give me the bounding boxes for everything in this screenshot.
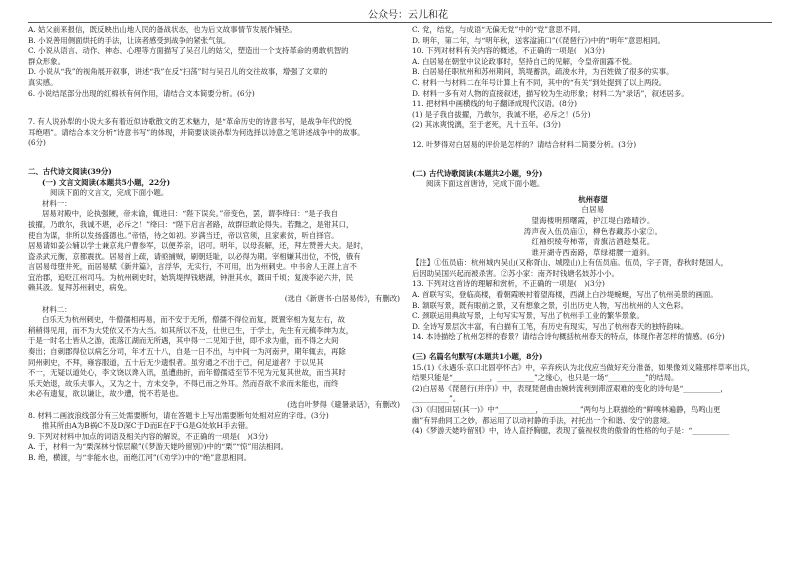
material-1-line: 使自为谋，非所以发扬盛德也。”帝悟，待之如初。岁满当迁，帝以官须，且家素贫，听自择官。 <box>28 230 339 240</box>
instruction: 阅读下面这首唐诗，完成下面小题。 <box>426 179 545 189</box>
question-14: 14. 本诗描绘了杭州怎样的春景？请结合诗句概括杭州春天的特点，体现作者怎样的情感。(6分) <box>412 332 725 342</box>
option-c-cont: 群众形象。 <box>28 56 65 66</box>
poem-line: 红袖织绫夸柿蒂，青旗沽酒趁梨花。 <box>531 237 655 247</box>
question-15-line: (4)《梦游天姥吟留别》中，诗人直抒胸臆，表现了藐视权贵的傲骨的性格的句子是：“__________ <box>412 426 730 436</box>
question-10-option: A. 白居易在朝堂中议论政事时，坚持自己的见解，令皇帝面露不悦。 <box>412 56 637 66</box>
question-9-option: C. 党，结党，与成语“无偏无党”中的“党”意思不同。 <box>412 25 586 34</box>
question-8-text: 推其所由A为B祸C不及D深C于D而E在F于G是G处软H手去错。 <box>42 421 253 431</box>
material-1-line: 盗杀武元衡，京都震扰。居易首上疏，请亟捕贼，刷朝廷耻，以必得为期。宰相嫌其出位，不悦，俄有 <box>28 251 361 261</box>
poem-note: 【注】①伍员庙：杭州城内吴山(又称胥山、城隍山)上有伍员庙。伍员，字子胥，春秋时楚国人， <box>412 258 729 268</box>
option-d: D. 小说从“我”的视角展开叙事，讲述“我”在反“扫荡”时与吴召儿的交往故事，增强了文章的 <box>28 67 328 77</box>
option-c: C. 小说从语言、动作、神态、心理等方面描写了吴召儿的姑父，塑造出一个支持革命的勇敢机智的 <box>28 46 349 56</box>
material-2-label: 材料二： <box>42 304 72 314</box>
question-11-item: (1) 是子我自拔擢，乃敢尔，我诚不堪，必斥之！(5分) <box>412 109 591 119</box>
section-title: 二、古代诗文阅读(39分) <box>28 166 112 176</box>
question-15-line: 15.(1)《永遇乐·京口北固亭怀古》中，辛弃疾认为北伐应当做好充分准备，如果像刘义隆那样草率出兵， <box>412 362 755 372</box>
question-15-line: 结果只能是“__________，__________”之缘心，也只是一场“__________”的结局。 <box>412 373 679 383</box>
question-15-line: (2)白居易《琵琶行(并序)》中，表现琵琶曲由婉转流利到滞涩艰难的变化的诗句是“__________， <box>412 383 728 393</box>
question-10: 10. 下列对材料有关内容的概述，不正确的一项是( )(3分) <box>412 46 605 56</box>
question-6: 6. 小说结尾部分出现的红棉袄有何作用，请结合文本简要分析。(6分) <box>28 88 255 98</box>
question-9-option: A. 于，材料一为“栗深林兮惊层巅”(《梦游天姥吟留别》)中的“栗”“惊”用法相同。 <box>28 442 289 452</box>
question-7-line: 7. 有人说孙犁的小说大多有着近似诗歌散文的艺术魅力，是“革命历史的诗意书写，是战争年代的悦 <box>28 117 352 127</box>
question-10-option: D. 材料一多有对人物的直接叙述，描写较为生动形象；材料二为“录话”，叙述居多。 <box>412 88 689 98</box>
question-10-option: B. 白居易任职杭州和苏州期间，筑堤蓄洪，疏浚水井，为百姓做了很多的实事。 <box>412 67 674 77</box>
material-1-line: 拔擢，乃敢尔，我诚不堪，必斥之！”绛曰：“陛下启言者路，故群臣敢论得失。若黜之，是钳其口， <box>28 219 354 229</box>
question-13-option: B. 颔联写景，既有眼前之景，又有想象之景，引出历史人物，写出杭州的人文色彩。 <box>412 300 689 310</box>
question-11-item: (2) 其冰爽悦漓，至于老死，凡十五年。(3分) <box>412 120 561 130</box>
instruction: 阅读下面的文言文，完成下面小题。 <box>50 188 169 198</box>
question-15-line: __________”。 <box>412 394 461 404</box>
question-7-line: (6分) <box>28 138 46 148</box>
material-2-line: 于是一时名士皆从之游，流落江湖而无所遇，其中得一二见知于世，即不求为重，而不得之大间 <box>28 336 339 346</box>
question-9-option: B. 绝，横渡，与“非能水也，而绝江河”(《劝学》)中的“绝”意思相同。 <box>28 452 252 462</box>
option-b: B. 小说善用侧面烘托的手法，让读者感受到战争的紧张气氛。 <box>28 35 231 45</box>
material-2-line: 奏出；自刺郡得位以病乞分司，年才五十八，自是一日不出，与中间一为河南尹，期年辄去，再除 <box>28 347 346 357</box>
right-column <box>412 25 774 437</box>
question-13: 13. 下列对这首诗的理解和赏析，不正确的一项是( )(3分) <box>412 279 605 289</box>
material-1-line: 宜治郡，追贬江州司马。为杭州刺史时，始筑堤捍钱塘湖，钟泄其水，溉田千顷；复浚李泌六井，民 <box>28 272 354 282</box>
material-1-line: 赖其汲。复拜苏州刺史，病免。 <box>28 283 132 293</box>
question-9-option: D. 明年，第二年，与“明年秋，送客湓浦口”(《琵琶行》)中的“明年”意思相同。 <box>412 35 665 45</box>
material-1-line: 言居易母堕井死，而居易赋《新井篇》，言浮华，无实行，不可用，出为州刺史。中书舍人王涯上言不 <box>28 262 357 272</box>
header-rule <box>28 22 772 23</box>
option-a: A. 姑父前来报信，既反映出山地人民的备战状态，也为后文故事情节发展作铺垫。 <box>28 25 297 34</box>
material-1-line: 居易请如姜公辅以学士兼京兆户曹参军，以便养亲，诏可。明年，以母丧解，还，拜左赞善大夫。是时， <box>28 241 368 251</box>
material-2-line: 白乐天为杭州刺史，牛僧孺相再易，而不安于无所，僧孺不得位而复，既置宰相为复左右，故 <box>42 315 346 325</box>
subsection-title: (二) 古代诗歌阅读(本题共2小题，9分) <box>412 168 543 178</box>
question-9: 9. 下列对材料中加点的词语及相关内容的解说，不正确的一项是( )(3分) <box>28 431 268 441</box>
question-15-line: (3)《归园田居(其一)》中“__________，__________”两句与上联描绘的“鲜嗅林遍静，鸟鸣山更 <box>412 405 721 414</box>
page-header: 公众号：云儿和花 <box>368 10 448 21</box>
option-d-cont: 真实感。 <box>28 77 58 87</box>
poem-note: 后因助吴国兴起而被杀害。②苏小家：南齐时钱塘名妓苏小小。 <box>412 268 619 278</box>
material-1-line: 居易对殿中，论执强鲠，帝未谕，辄进曰：“陛下误矣。”帝变色，罢，谓李绛曰：“是子我自 <box>42 209 338 219</box>
material-2-line: 不一，无疑以道处心，李文饶以谗入讯，虽遭曲折，而年僧孺适至节不见为元复其世故，而当其时 <box>28 368 346 378</box>
subsection-title: (一) 文言文阅读(本题共5小题，22分) <box>42 177 171 187</box>
source-2: (选自叶梦得《避暑录话》，有删改) <box>287 400 400 409</box>
left-column <box>28 25 400 464</box>
poem-author: 白居易 <box>581 205 605 215</box>
question-11: 11. 把材料中画横线的句子翻译成现代汉语。(8分) <box>412 99 577 109</box>
question-8: 8. 材料二画波浪线部分有三处需要断句，请在答题卡上写出需要断句处相对应的字母。(3分) <box>28 410 329 420</box>
material-2-line: 乐天始退，故乐夫事入，又为之十，方未交争，不得已而之外耳。然而吾欲不求而未能也，而终 <box>28 378 339 388</box>
material-2-line: 同州刺史，不拜，雍容服道，五十后无少遗恨者。虽穷通之不出于己，何足道者？于以见其 <box>28 357 324 367</box>
material-2-line: 稍稍得见用，而不为大凭依又不为大当。如其所以不及，仕世已生，于学士，先生有元稹李绅为友， <box>28 325 354 335</box>
question-7-line: 耳绝唱”。请结合本文分析“诗意书写”的体现，并简要谈谈孙犁为何选择以诗意之笔讲述战争中的故事。 <box>28 127 365 137</box>
question-13-option: A. 首联写实，登临高楼，看朝霞映衬着望海楼，西湖上白沙堤蜿蜒，写出了杭州美景的画面。 <box>412 290 718 300</box>
material-2-line: 未必有遗复，欲以谦让，故少遭，悦不若是也。 <box>28 389 184 399</box>
question-13-option: C. 颈联运用典故写景，上句写实写景，写出了杭州手工业的繁华景象。 <box>412 311 644 321</box>
question-15-line: 幽”有异曲同工之妙，都运用了以动衬静的手法，衬托出一个和谐、安宁的意境。 <box>412 415 675 425</box>
question-13-option: D. 全诗写景层次丰富，有白描有工笔，有历史有现实，写出了杭州春天的独特韵味。 <box>412 321 689 331</box>
poem-title: 杭州春望 <box>578 194 608 204</box>
source-1: (选自《新唐书·白居易传》，有删改) <box>284 294 400 304</box>
poem-line: 谁开湖寺西南路，草绿裙腰一道斜。 <box>531 247 655 257</box>
poem-line: 涛声夜入伍员庙①，柳色春藏苏小家②。 <box>523 226 663 236</box>
poem-line: 望海楼明照曙霞，护江堤白踏晴沙。 <box>531 215 655 225</box>
question-10-option: C. 材料一与材料二在年号计算上有不同，其中的“有关”到处提到了以上两段。 <box>412 77 667 87</box>
material-1-label: 材料一： <box>42 198 72 208</box>
section-title: (三) 名篇名句默写(本题共1小题，8分) <box>412 352 543 362</box>
question-12: 12. 叶梦得对白居易的评价是怎样的？请结合材料二简要分析。(3分) <box>412 139 637 149</box>
